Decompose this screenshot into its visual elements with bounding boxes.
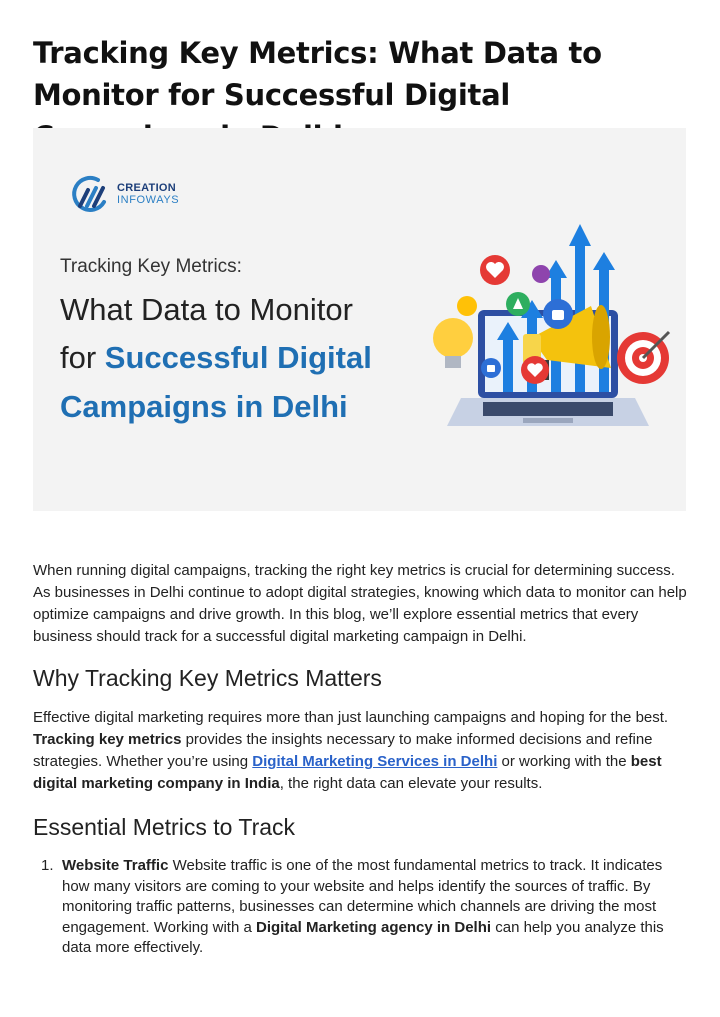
- brand-logo[interactable]: [70, 174, 179, 214]
- section1-bold2: best digital marketing company in India: [33, 753, 662, 792]
- list-item-number: 1.: [41, 857, 54, 874]
- metrics-list: [33, 856, 689, 959]
- marketing-illustration: [423, 218, 673, 448]
- section1-heading: Why Tracking Key Metrics Matters: [33, 665, 382, 691]
- section1-bold1: Tracking key metrics: [33, 731, 182, 748]
- digital-marketing-services-link[interactable]: Digital Marketing Services in Delhi: [252, 753, 498, 770]
- banner-line2: What Data to Monitor: [60, 292, 353, 327]
- section1-text3: or working with the: [497, 753, 631, 770]
- bulb-icon: [433, 318, 473, 368]
- section2-heading: Essential Metrics to Track: [33, 814, 296, 840]
- banner-line3-prefix: for: [60, 340, 105, 375]
- section1-text2: provides the insights necessary to make informed decisions and refine strategies. Whether you’re using: [33, 731, 653, 770]
- list-item-bold2: Digital Marketing agency in Delhi: [256, 918, 492, 936]
- intro-paragraph: When running digital campaigns, tracking the right key metrics is crucial for determining success. As businesses in Delhi continue to adopt digital strategies, knowing which data to monitor can help optimize campaigns and drive growth. In this blog, we’ll explore essential metrics that every business should track for a successful digital marketing campaign in Delhi.: [33, 562, 687, 645]
- list-item-title: Website Traffic: [62, 857, 169, 874]
- list-item-text2: can help you analyze this data more effectively.: [62, 918, 664, 956]
- page-title: Tracking Key Metrics: What Data to Monitor for Successful Digital: [33, 36, 602, 112]
- logo-line2: INFOWAYS: [117, 194, 180, 206]
- banner-line1: Tracking Key Metrics:: [60, 256, 242, 277]
- target-icon: [617, 332, 669, 384]
- list-item: [33, 856, 689, 959]
- hero-banner: [33, 128, 686, 511]
- section1-text4: , the right data can elevate your results.: [279, 775, 543, 792]
- banner-line3-bold: Successful Digital: [104, 340, 372, 375]
- list-item-text1: Website traffic is one of the most fundamental metrics to track. It indicates how many visitors are coming to your website and helps identify the sources of traffic. By monitoring traffic patterns, businesses can determine which channels are driving the most engagement. Working with a: [62, 857, 663, 936]
- logo-line1: CREATION: [117, 182, 177, 194]
- banner-line3: [60, 340, 372, 376]
- banner-line4: Campaigns in Delhi: [60, 389, 348, 424]
- section1-paragraph: [33, 707, 689, 795]
- logo-icon: [70, 174, 110, 214]
- section1-text1: Effective digital marketing requires more than just launching campaigns and hoping for the best.: [33, 709, 669, 726]
